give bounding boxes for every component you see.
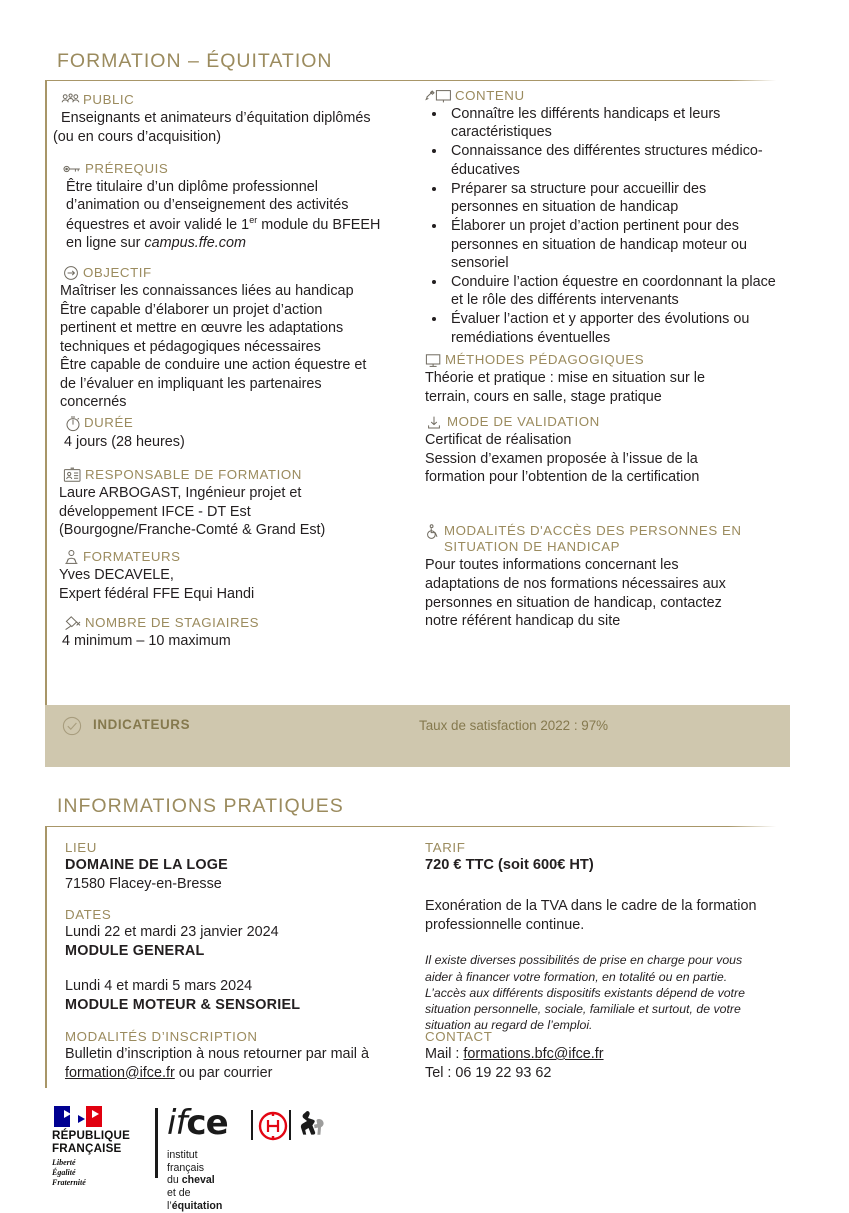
field-methodes-header: [425, 353, 777, 368]
field-objectif-label: OBJECTIF: [83, 264, 152, 280]
wheelchair-icon: [425, 524, 441, 540]
field-contact: [425, 1029, 775, 1082]
rider-horse-icon: [295, 1108, 329, 1142]
field-lieu-label: LIEU: [65, 840, 97, 855]
stopwatch-icon: [65, 415, 81, 432]
inscription-line2-suffix: ou par courrier: [174, 1064, 273, 1081]
tarif-price: 720 € TTC (soit 600€ HT): [425, 857, 594, 873]
field-handicap-label: MODALITÉS D'ACCÈS DES PERSONNES EN SITUATION DE HANDICAP: [444, 523, 742, 554]
ifce-divider: [155, 1108, 158, 1178]
field-handicap: [425, 523, 773, 631]
contact-mail-prefix: Mail :: [425, 1046, 464, 1062]
list-item: • Connaître les différents handicaps et leurs caractéristiques: [447, 105, 777, 142]
check-circle-icon: [61, 715, 83, 737]
ifce-wordmark: ifce: [167, 1103, 228, 1143]
field-contenu-label: CONTENU: [455, 88, 525, 104]
download-icon: [425, 415, 444, 430]
field-formateurs-header: [63, 549, 423, 565]
footer-logos: [0, 1098, 849, 1212]
field-handicap-header: [425, 523, 773, 554]
contact-email-link[interactable]: formations.bfc@ifce.fr: [463, 1046, 604, 1062]
indicateurs-value: Taux de satisfaction 2022 : 97%: [419, 718, 609, 733]
ifce-tagline: institut français du cheval et de l’équitation: [167, 1149, 223, 1212]
field-contact-body: [425, 1045, 775, 1082]
contact-mail-line: [425, 1045, 775, 1064]
pin-icon: [63, 615, 82, 631]
field-validation-body: Certificat de réalisation Session d’examen proposée à l’issue de la formation pour l’obtention de la certification: [425, 432, 700, 486]
tarif-note: Il existe diverses possibilités de prise en charge pour vous aider à financer votre formation, en totalité ou en partie. L’accès aux différents dispositifs existants dépend de votre situation personnelle, sociale, familiale et surtout, de votre situation au regard de l’emploi.: [425, 953, 745, 1033]
field-tarif-label: TARIF: [425, 840, 466, 855]
french-flag-icon: [54, 1106, 102, 1127]
field-contenu: [425, 89, 777, 348]
field-stagiaires-header: [63, 615, 423, 631]
field-inscription: [65, 1029, 435, 1082]
field-formateurs: [59, 548, 423, 603]
field-public-label: PUBLIC: [83, 92, 135, 108]
field-lieu: [65, 840, 425, 893]
haras-nationaux-icon: [257, 1110, 289, 1142]
field-contenu-header: [425, 89, 777, 104]
field-methodes-body: Théorie et pratique : mise en situation sur le terrain, cours en salle, stage pratique: [425, 370, 705, 405]
field-formateurs-body: Yves DECAVELE, Expert fédéral FFE Equi Handi: [59, 567, 255, 602]
field-methodes-label: MÉTHODES PÉDAGOGIQUES: [445, 352, 645, 368]
contact-tel: Tel : 06 19 22 93 62: [425, 1064, 552, 1081]
field-duree: [65, 415, 425, 452]
key-icon: [63, 163, 82, 175]
list-item: • Préparer sa structure pour accueillir des personnes en situation de handicap: [447, 180, 777, 217]
inscription-line2: [65, 1064, 435, 1083]
field-responsable: [59, 466, 433, 540]
field-responsable-body: Laure ARBOGAST, Ingénieur projet et développement IFCE - DT Est (Bourgogne/Franche-Comté & Grand Est): [59, 485, 326, 539]
field-objectif: [60, 264, 423, 412]
field-prerequis-body: Être titulaire d’un diplôme professionnel d’animation ou d’enseignement des activités équestres et avoir validé le 1er module du BFEEH en ligne sur campus.ffe.com: [66, 178, 423, 253]
field-public-header: [61, 93, 421, 108]
field-duree-body: 4 jours (28 heures): [64, 434, 185, 450]
module-1: MODULE GENERAL: [65, 942, 205, 959]
field-inscription-body: [65, 1045, 435, 1082]
people-icon: [61, 93, 80, 108]
field-objectif-body: Maîtriser les connaissances liées au handicap Être capable d’élaborer un projet d’action pertinent et mettre en œuvre les adaptations techniques et pédagogiques nécessaires Être capable de conduire une action équestre et de l’évaluer en impliquant les partenaires concernés: [60, 283, 367, 411]
indicateurs-label: INDICATEURS: [93, 717, 191, 732]
field-prerequis-line3: équestres et avoir validé le 1er module du BFEEH: [66, 215, 381, 233]
field-dates: [65, 907, 425, 1015]
ifce-tag-line2: du cheval: [167, 1174, 215, 1187]
arrow-right-circle-icon: [63, 265, 80, 281]
field-stagiaires-body: 4 minimum – 10 maximum: [62, 633, 231, 649]
field-dates-label: DATES: [65, 907, 112, 922]
list-item: • Conduire l’action équestre en coordonnant la place et le rôle des différents intervenants: [447, 273, 777, 310]
field-objectif-header: [63, 265, 423, 281]
page-title-informations: INFORMATIONS PRATIQUES: [57, 795, 344, 817]
page-title-formation: FORMATION – ÉQUITATION: [57, 50, 333, 72]
date-entry-1: Lundi 22 et mardi 23 janvier 2024: [65, 924, 279, 940]
field-validation-label: MODE DE VALIDATION: [447, 414, 600, 430]
formation-panel: [45, 80, 790, 705]
field-public-body: Enseignants et animateurs d’équitation diplômés (ou en cours d’acquisition): [53, 110, 371, 145]
campus-url: campus.ffe.com: [144, 235, 246, 252]
list-item: • Élaborer un projet d’action pertinent pour des personnes en situation de handicap moteur ou sensoriel: [447, 217, 777, 272]
date-spacer: [65, 960, 425, 977]
ifce-separator-2: [289, 1110, 291, 1140]
field-prerequis-line4: en ligne sur campus.ffe.com: [66, 235, 246, 252]
field-duree-header: [65, 415, 425, 432]
tarif-exoneration: Exonération de la TVA dans le cadre de la formation professionnelle continue.: [425, 897, 757, 933]
republique-francaise-logo: [52, 1106, 138, 1187]
indicateurs-band: [45, 705, 790, 767]
trainer-icon: [63, 549, 80, 565]
monitor-icon: [425, 353, 442, 368]
field-lieu-body: [65, 856, 425, 893]
venue-address: 71580 Flacey-en-Bresse: [65, 875, 222, 892]
field-tarif: [425, 840, 775, 1034]
field-stagiaires: [63, 615, 423, 651]
field-responsable-label: RESPONSABLE DE FORMATION: [85, 466, 302, 482]
ifce-tag-line3: et de l’équitation: [167, 1187, 223, 1212]
list-item: • Évaluer l’action et y apporter des évolutions ou remédiations éventuelles: [447, 310, 777, 347]
field-handicap-body: Pour toutes informations concernant les adaptations de nos formations nécessaires aux personnes en situation de handicap, contactez notre référent handicap du site: [425, 557, 726, 630]
field-contact-label: CONTACT: [425, 1029, 493, 1044]
id-badge-icon: [63, 467, 82, 483]
field-prerequis-header: [63, 162, 423, 177]
field-stagiaires-label: NOMBRE DE STAGIAIRES: [85, 614, 260, 630]
informations-panel: [45, 826, 790, 1088]
republique-motto: Liberté Égalité Fraternité: [52, 1158, 86, 1187]
field-prerequis: [63, 162, 423, 253]
field-public: [53, 92, 421, 146]
venue-name: DOMAINE DE LA LOGE: [65, 857, 228, 873]
date-entry-2: Lundi 4 et mardi 5 mars 2024: [65, 978, 253, 995]
field-duree-label: DURÉE: [84, 415, 134, 431]
inscription-email-link[interactable]: formation@ifce.fr: [65, 1064, 175, 1081]
field-dates-body: [65, 923, 425, 1015]
list-item: • Connaissance des différentes structures médico-éducatives: [447, 142, 777, 179]
field-contenu-list: [425, 105, 777, 347]
inscription-line1: Bulletin d’inscription à nous retourner par mail à: [65, 1046, 369, 1062]
republique-francaise-text: RÉPUBLIQUE FRANÇAISE: [52, 1129, 131, 1155]
field-prerequis-label: PRÉREQUIS: [85, 161, 169, 176]
whiteboard-pen-icon: [425, 89, 452, 104]
field-responsable-header: [63, 467, 433, 483]
field-methodes: [425, 353, 777, 406]
module-2: MODULE MOTEUR & SENSORIEL: [65, 997, 301, 1014]
field-formateurs-label: FORMATEURS: [83, 548, 181, 564]
field-validation: [425, 415, 777, 487]
field-inscription-label: MODALITÉS D’INSCRIPTION: [65, 1029, 258, 1044]
field-validation-header: [425, 415, 777, 430]
ifce-separator-1: [251, 1110, 253, 1140]
